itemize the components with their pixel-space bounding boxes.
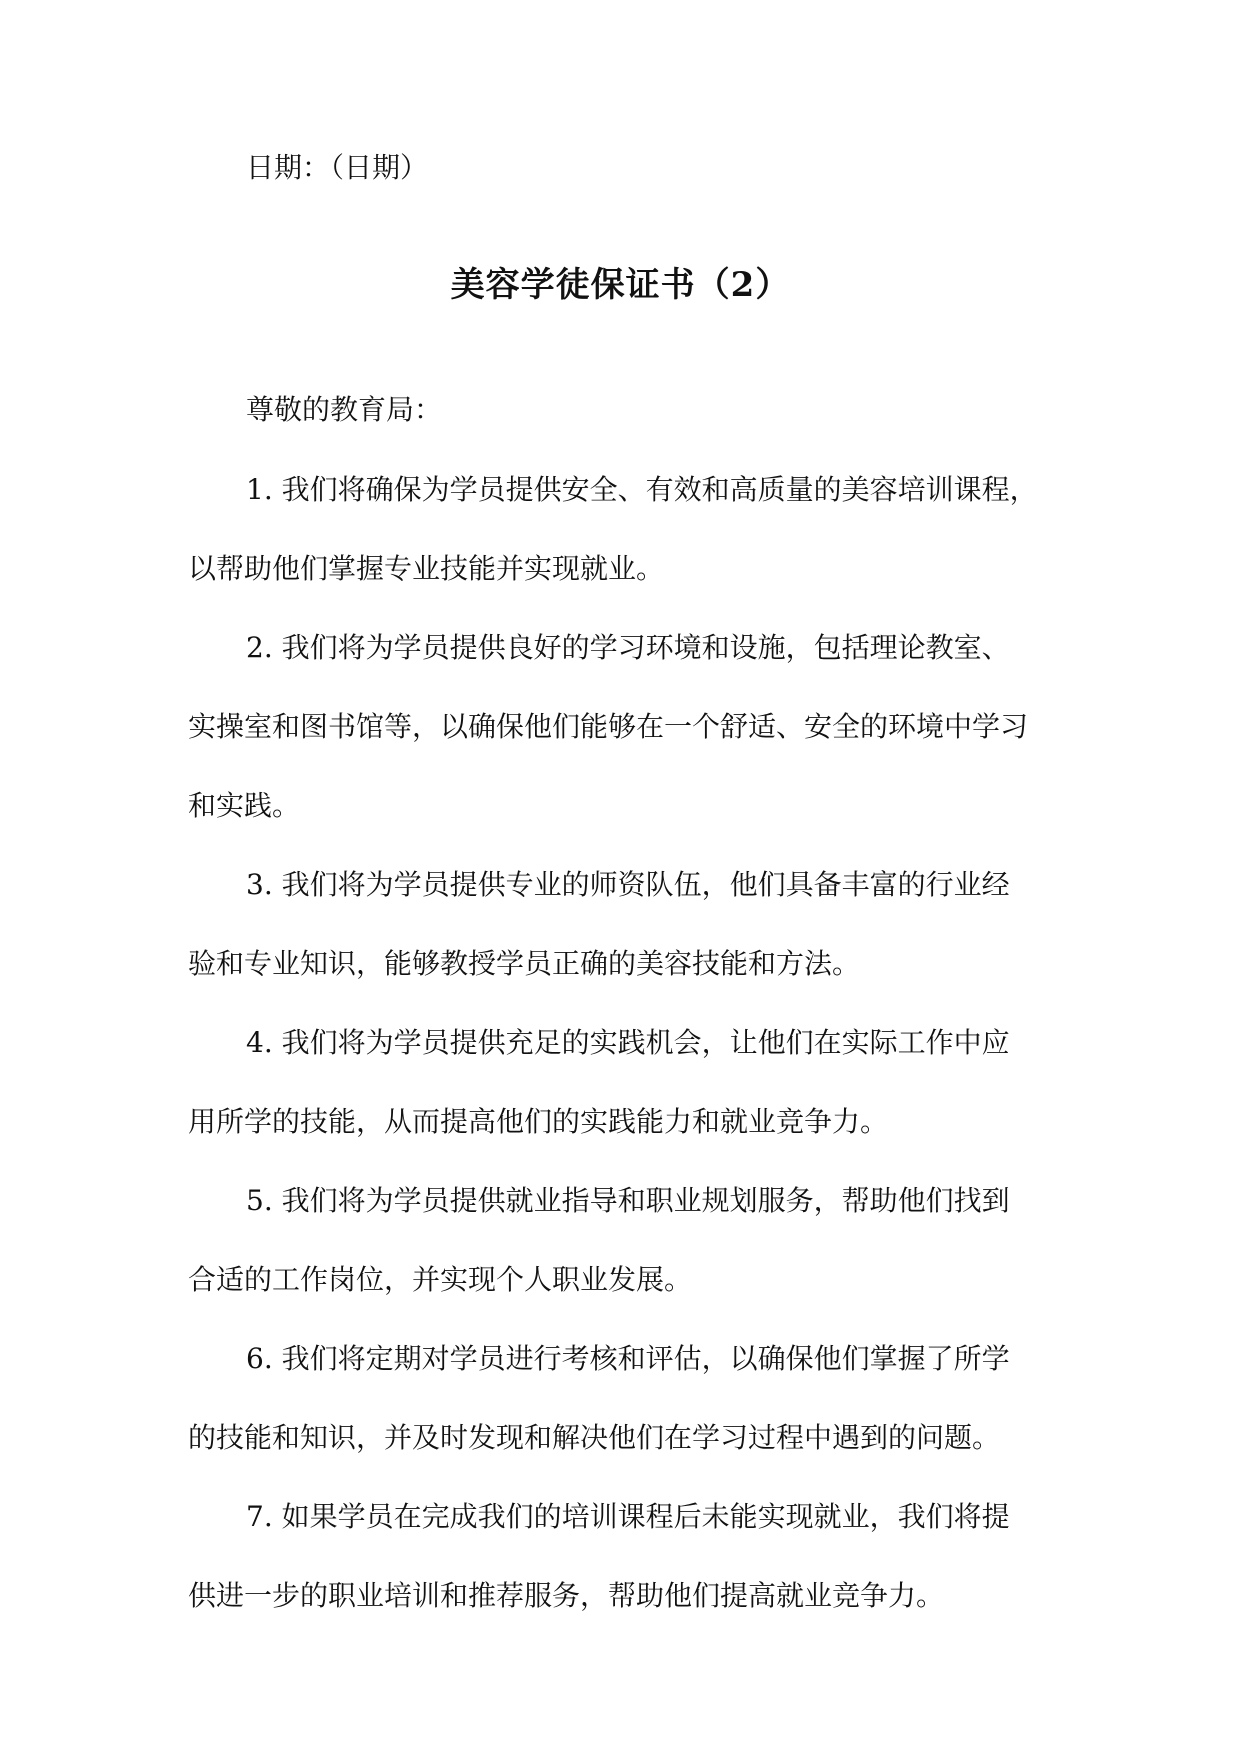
- item-6-line-2: 的技能和知识，并及时发现和解决他们在学习过程中遇到的问题。: [188, 1421, 1001, 1454]
- item-2-line-3: 和实践。: [188, 789, 301, 822]
- date-line: 日期：（日期）: [246, 151, 429, 184]
- item-2-line-1: 2. 我们将为学员提供良好的学习环境和设施，包括理论教室、: [246, 631, 1010, 664]
- item-5-line-1: 5. 我们将为学员提供就业指导和职业规划服务，帮助他们找到: [246, 1184, 1010, 1217]
- item-7-line-2: 供进一步的职业培训和推荐服务，帮助他们提高就业竞争力。: [188, 1579, 945, 1612]
- item-3-line-2: 验和专业知识，能够教授学员正确的美容技能和方法。: [188, 947, 861, 980]
- item-1-line-2: 以帮助他们掌握专业技能并实现就业。: [188, 552, 665, 585]
- item-3-line-1: 3. 我们将为学员提供专业的师资队伍，他们具备丰富的行业经: [246, 868, 1010, 901]
- salutation: 尊敬的教育局：: [246, 393, 443, 426]
- item-1-line-1: 1. 我们将确保为学员提供安全、有效和高质量的美容培训课程，: [246, 473, 1038, 506]
- item-4-line-2: 用所学的技能，从而提高他们的实践能力和就业竞争力。: [188, 1105, 889, 1138]
- item-5-line-2: 合适的工作岗位，并实现个人职业发展。: [188, 1263, 693, 1296]
- item-7-line-1: 7. 如果学员在完成我们的培训课程后未能实现就业，我们将提: [246, 1500, 1010, 1533]
- item-2-line-2: 实操室和图书馆等，以确保他们能够在一个舒适、安全的环境中学习: [188, 710, 1029, 743]
- item-4-line-1: 4. 我们将为学员提供充足的实践机会，让他们在实际工作中应: [246, 1026, 1010, 1059]
- document-title: 美容学徒保证书（2）: [450, 265, 791, 305]
- item-6-line-1: 6. 我们将定期对学员进行考核和评估，以确保他们掌握了所学: [246, 1342, 1010, 1375]
